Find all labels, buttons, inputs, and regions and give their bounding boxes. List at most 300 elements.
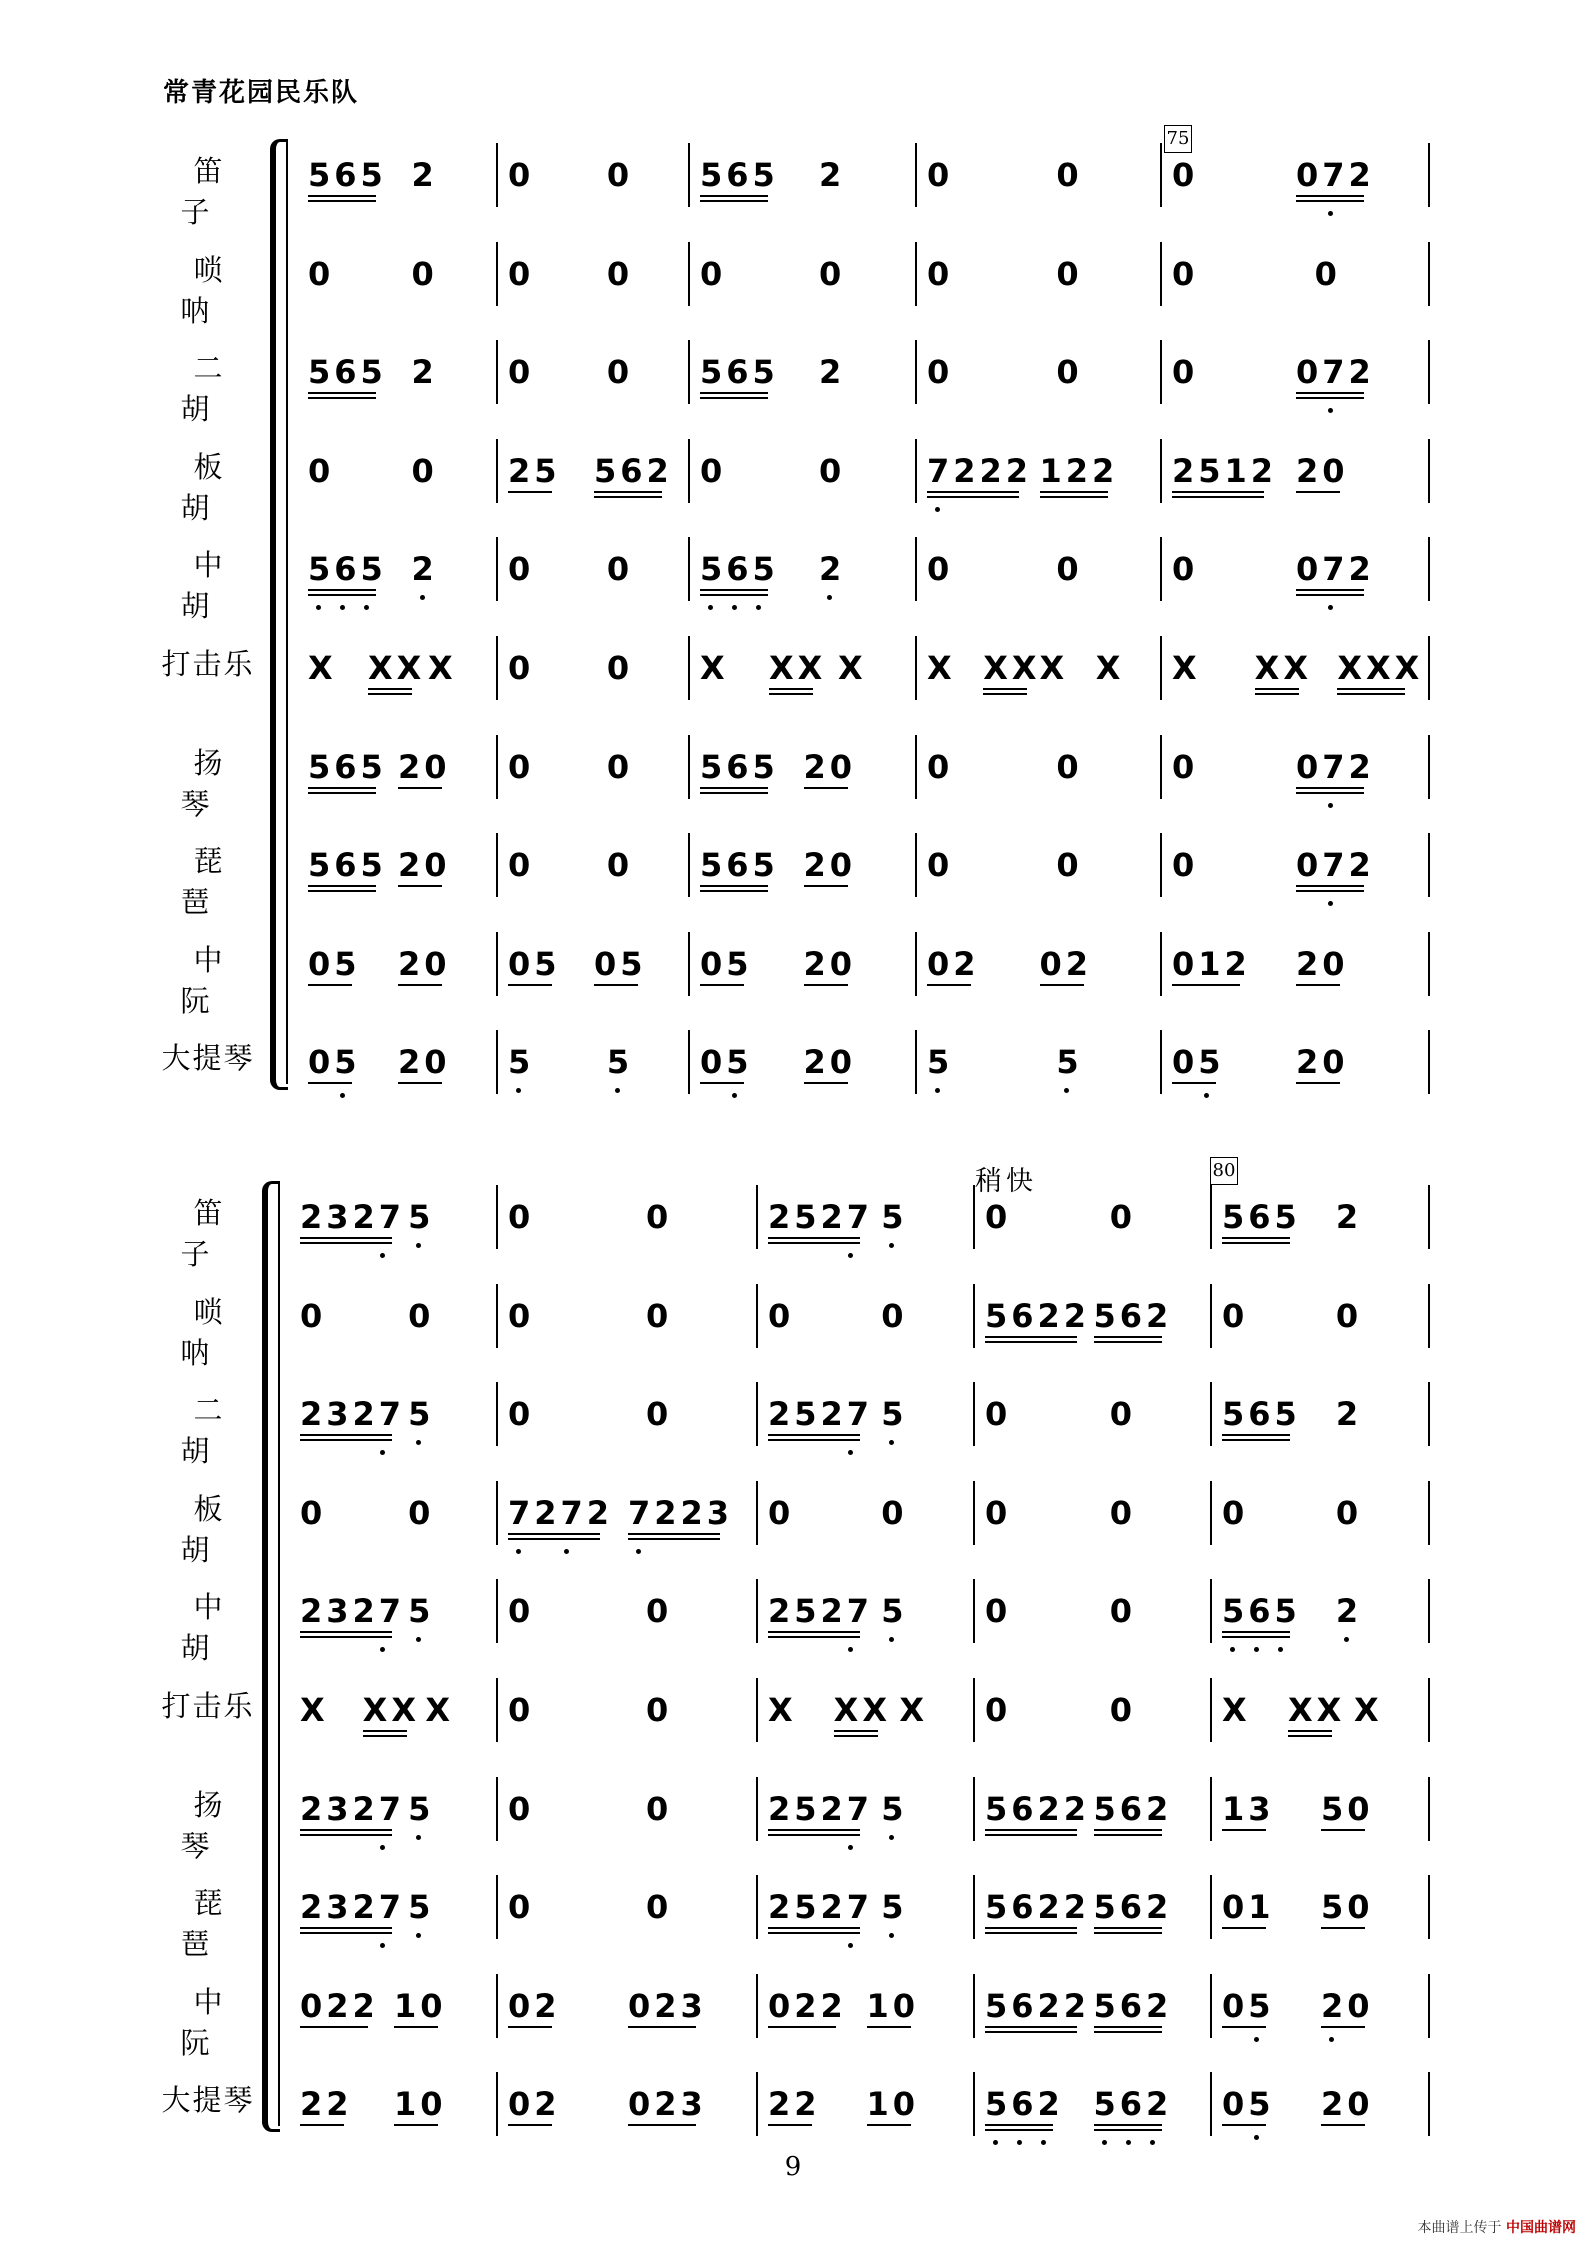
underline-beam (1321, 1927, 1365, 1929)
note-group: 22 (768, 2084, 816, 2124)
note-group: 20 (398, 944, 446, 984)
note-group: 5 (881, 1197, 905, 1237)
underline-beam (594, 496, 662, 498)
underline-beam (508, 984, 552, 986)
underline-beam (300, 1927, 392, 1929)
score-title: 常青花园民乐队 (163, 78, 360, 108)
note-group: 565 (308, 845, 380, 885)
system-start-line (278, 1181, 280, 2126)
underline-beam (768, 1439, 860, 1441)
bar-line (973, 1185, 975, 1249)
system-start-line (286, 139, 288, 1084)
note-group: X (1172, 649, 1201, 687)
note-group: 0 (508, 550, 535, 589)
underline-beam (594, 491, 662, 493)
bar-line (973, 1284, 975, 1348)
note-group: 50 (1321, 1887, 1369, 1927)
bar-line (1160, 242, 1162, 306)
bar-line (496, 1185, 498, 1249)
octave-dot-below (340, 605, 345, 610)
bar-line (973, 1579, 975, 1643)
note-group: 022 (300, 1986, 372, 2026)
bar-line (1160, 636, 1162, 700)
note-group: 0 (1222, 1296, 1249, 1335)
note-group: 2327 (300, 1394, 396, 1434)
underline-beam (1094, 1829, 1162, 1831)
underline-beam (700, 885, 768, 887)
note-group: 10 (867, 2084, 915, 2124)
bar-line (915, 636, 917, 700)
note-group: 012 (1172, 944, 1244, 984)
instrument-label: 唢呐 (180, 252, 249, 328)
note-group: 5622 (985, 1789, 1081, 1829)
note-group: X (1039, 649, 1069, 687)
note-group: X (1095, 649, 1125, 687)
octave-dot-below (416, 1243, 421, 1248)
note-group: X (425, 1691, 454, 1729)
note-group: 2527 (768, 1197, 864, 1237)
underline-beam (985, 2124, 1053, 2126)
note-group: 0 (606, 747, 634, 786)
note-group: 20 (1296, 1042, 1344, 1082)
note-group: 072 (1296, 549, 1368, 589)
note-group: 22 (300, 2084, 348, 2124)
underline-beam (308, 589, 376, 591)
underline-beam (1296, 792, 1364, 794)
note-group: 562 (985, 2084, 1057, 2124)
instrument-label: 扬琴 (180, 1787, 249, 1863)
note-group: 562 (594, 451, 666, 491)
note-group: 5 (607, 1042, 631, 1082)
note-group: 0 (927, 156, 954, 194)
note-group: 2527 (768, 1394, 864, 1434)
bar-line (1210, 1382, 1212, 1446)
underline-beam (1222, 1242, 1290, 1244)
octave-dot-below (935, 507, 940, 512)
octave-dot-below (848, 1845, 853, 1850)
note-group: 13 (1222, 1789, 1270, 1829)
underline-beam (628, 2124, 696, 2126)
underline-beam (1296, 890, 1364, 892)
note-group: X (899, 1691, 928, 1729)
note-group: 5 (881, 1887, 905, 1927)
underline-beam (1172, 496, 1264, 498)
bar-line (1428, 833, 1430, 897)
underline-beam (1094, 1834, 1162, 1836)
underline-beam (804, 885, 848, 887)
note-group: 0 (411, 254, 438, 293)
underline-beam (927, 496, 1019, 498)
note-group: 7272 (508, 1493, 604, 1533)
underline-beam (700, 1082, 744, 1084)
bar-line (496, 636, 498, 700)
note-group: 0 (508, 649, 535, 687)
bar-line (1428, 1284, 1430, 1348)
underline-beam (1296, 1082, 1340, 1084)
bar-line (496, 1382, 498, 1446)
note-group: 0 (646, 1198, 673, 1236)
underline-beam (700, 890, 768, 892)
note-group: 2 (819, 549, 843, 589)
underline-beam (768, 1927, 860, 1929)
note-group: 0 (508, 1592, 535, 1631)
bar-line (1428, 2072, 1430, 2136)
note-group: 0 (508, 846, 535, 885)
underline-beam (985, 1932, 1077, 1934)
underline-beam (1296, 984, 1340, 986)
note-group: 20 (1321, 2084, 1369, 2124)
note-group: 05 (1222, 2084, 1270, 2124)
note-group: XX (1288, 1690, 1336, 1730)
underline-beam (594, 984, 638, 986)
note-group: 0 (1109, 1691, 1137, 1729)
underline-beam (1222, 2026, 1266, 2028)
underline-beam (700, 787, 768, 789)
underline-beam (700, 594, 768, 596)
note-group: 10 (394, 1986, 442, 2026)
octave-dot-below (1328, 803, 1333, 808)
note-group: 565 (700, 549, 772, 589)
note-group: 0 (508, 1789, 535, 1828)
underline-beam (1094, 2129, 1162, 2131)
instrument-label: 二胡 (180, 1393, 249, 1469)
note-group: 0 (927, 846, 954, 885)
note-group: 2527 (768, 1591, 864, 1631)
note-group: 05 (1172, 1042, 1220, 1082)
underline-beam (1296, 195, 1364, 197)
note-group: 565 (308, 155, 380, 195)
bar-line (915, 143, 917, 207)
octave-dot-below (380, 1450, 385, 1455)
underline-beam (508, 491, 552, 493)
bar-line (1428, 1185, 1430, 1249)
note-group: 0 (881, 1493, 908, 1532)
underline-beam (985, 2026, 1077, 2028)
note-group: 50 (1321, 1789, 1369, 1829)
octave-dot-below (848, 1647, 853, 1652)
octave-dot-below (827, 595, 832, 600)
underline-beam (1222, 1927, 1266, 1929)
bar-line (1428, 1875, 1430, 1939)
note-group: 0 (646, 1592, 673, 1631)
note-group: 7222 (927, 451, 1023, 491)
underline-beam (308, 984, 352, 986)
underline-beam (1222, 1434, 1290, 1436)
note-group: 20 (1296, 451, 1344, 491)
note-group: 2327 (300, 1789, 396, 1829)
note-group: 565 (700, 747, 772, 787)
note-group: 0 (1172, 550, 1199, 589)
note-group: XX (363, 1690, 411, 1730)
bar-line (1210, 1875, 1212, 1939)
underline-beam (1040, 984, 1084, 986)
underline-beam (1172, 1082, 1216, 1084)
instrument-label: 板胡 (180, 1491, 249, 1567)
instrument-label: 琵琶 (180, 844, 249, 920)
note-group: X (1222, 1691, 1251, 1729)
note-group: 2327 (300, 1591, 396, 1631)
octave-dot-below (1041, 2140, 1046, 2145)
underline-beam (768, 1237, 860, 1239)
underline-beam (1288, 1730, 1332, 1732)
note-group: 0 (508, 353, 535, 392)
underline-beam (1094, 1932, 1162, 1934)
note-group: 0 (300, 1296, 327, 1335)
bar-line (1160, 340, 1162, 404)
bar-line (1428, 735, 1430, 799)
note-group: 0 (881, 1296, 908, 1335)
underline-beam (394, 2026, 438, 2028)
note-group: 0 (508, 156, 535, 194)
note-group: 0 (1172, 747, 1199, 786)
bar-line (973, 1382, 975, 1446)
instrument-label: 扬琴 (180, 745, 249, 821)
bar-line (1428, 1030, 1430, 1094)
bar-line (1428, 537, 1430, 601)
bar-line (496, 1284, 498, 1348)
note-group: 562 (1094, 1986, 1166, 2026)
bar-line (496, 340, 498, 404)
octave-dot-below (420, 595, 425, 600)
underline-beam (700, 984, 744, 986)
bar-line (496, 1579, 498, 1643)
note-group: 562 (1094, 2084, 1166, 2124)
underline-beam (1094, 1341, 1162, 1343)
octave-dot-below (1328, 211, 1333, 216)
note-group: 5 (1056, 1042, 1080, 1082)
underline-beam (368, 688, 412, 690)
note-group: 0 (1335, 1493, 1363, 1532)
note-group: 5 (508, 1042, 532, 1082)
underline-beam (768, 1829, 860, 1831)
underline-beam (300, 1242, 392, 1244)
underline-beam (1172, 491, 1264, 493)
note-group: 20 (398, 1042, 446, 1082)
note-group: 5622 (985, 1296, 1081, 1336)
note-group: 0 (1222, 1493, 1249, 1532)
note-group: 2 (1336, 1591, 1360, 1631)
note-group: 20 (804, 944, 852, 984)
underline-beam (1255, 688, 1299, 690)
underline-beam (769, 693, 813, 695)
note-group: 2 (819, 353, 846, 392)
note-group: 0 (308, 254, 335, 293)
underline-beam (308, 195, 376, 197)
note-group: 565 (1222, 1197, 1294, 1237)
bar-line (915, 833, 917, 897)
bar-line (496, 537, 498, 601)
note-group: 5 (881, 1789, 905, 1829)
note-group: 0 (985, 1691, 1012, 1729)
octave-dot-below (1102, 2140, 1107, 2145)
underline-beam (927, 491, 1019, 493)
note-group: 2 (819, 156, 846, 194)
note-group: 0 (700, 254, 727, 293)
underline-beam (308, 885, 376, 887)
bar-line (688, 143, 690, 207)
bar-line (756, 1777, 758, 1841)
bar-line (1160, 143, 1162, 207)
measure-number: 75 (1164, 125, 1192, 153)
octave-dot-below (1150, 2140, 1155, 2145)
note-group: 122 (1040, 451, 1112, 491)
note-group: X (308, 649, 337, 687)
bar-line (688, 537, 690, 601)
note-group: 2527 (768, 1887, 864, 1927)
bar-line (1210, 1579, 1212, 1643)
note-group: 0 (606, 353, 634, 392)
note-group: 7223 (628, 1493, 724, 1533)
underline-beam (834, 1735, 878, 1737)
note-group: 02 (508, 2084, 556, 2124)
bar-line (756, 1579, 758, 1643)
instrument-label: 二胡 (180, 351, 249, 427)
note-group: XX (769, 648, 817, 688)
octave-dot-below (516, 1549, 521, 1554)
note-group: 0 (927, 747, 954, 786)
note-group: 0 (646, 1296, 673, 1335)
instrument-label: 中阮 (180, 1984, 249, 2060)
underline-beam (398, 885, 442, 887)
bar-line (496, 242, 498, 306)
note-group: 2327 (300, 1197, 396, 1237)
underline-beam (1040, 496, 1108, 498)
underline-beam (1172, 984, 1240, 986)
note-group: 565 (700, 845, 772, 885)
note-group: 0 (1109, 1592, 1137, 1631)
underline-beam (769, 688, 813, 690)
note-group: 072 (1296, 155, 1368, 195)
bar-line (756, 1481, 758, 1545)
note-group: 565 (700, 352, 772, 392)
instrument-label: 笛子 (180, 1196, 249, 1271)
octave-dot-below (1328, 605, 1333, 610)
octave-dot-below (1230, 1647, 1235, 1652)
note-group: 05 (700, 944, 748, 984)
note-group: 023 (628, 1986, 700, 2026)
underline-beam (985, 1927, 1077, 1929)
note-group: 0 (1056, 747, 1083, 786)
note-group: 0 (927, 353, 954, 392)
underline-beam (628, 1538, 720, 1540)
note-group: 0 (300, 1493, 327, 1532)
note-group: 0 (819, 254, 846, 293)
bar-line (496, 439, 498, 503)
underline-beam (300, 1834, 392, 1836)
bar-line (688, 932, 690, 996)
note-group: 5 (408, 1591, 432, 1631)
underline-beam (985, 2129, 1053, 2131)
note-group: 2 (412, 549, 436, 589)
note-group: 023 (628, 2084, 700, 2124)
underline-beam (308, 787, 376, 789)
bar-line (1428, 242, 1430, 306)
note-group: 0 (1314, 254, 1341, 293)
note-group: 0 (411, 451, 438, 490)
underline-beam (1222, 1829, 1266, 1831)
bar-line (1210, 2072, 1212, 2136)
octave-dot-below (1064, 1088, 1069, 1093)
instrument-label: 打击乐 (161, 647, 255, 681)
note-group: XX (368, 648, 416, 688)
octave-dot-below (889, 1243, 894, 1248)
octave-dot-below (1204, 1093, 1209, 1098)
underline-beam (300, 1439, 392, 1441)
underline-beam (1222, 2124, 1266, 2126)
note-group: 2327 (300, 1887, 396, 1927)
bar-line (973, 1481, 975, 1545)
note-group: 565 (1222, 1394, 1294, 1434)
bar-line (688, 242, 690, 306)
bar-line (496, 2072, 498, 2136)
underline-beam (1321, 1829, 1365, 1831)
octave-dot-below (416, 1835, 421, 1840)
note-group: 0 (985, 1493, 1012, 1532)
bar-line (496, 1030, 498, 1094)
underline-beam (1094, 2124, 1162, 2126)
octave-dot-below (1329, 2037, 1334, 2042)
measure-number: 80 (1210, 1157, 1238, 1185)
octave-dot-below (380, 1647, 385, 1652)
footer-text: 本曲谱上传于 (1417, 2220, 1502, 2236)
underline-beam (1321, 2124, 1365, 2126)
bar-line (915, 932, 917, 996)
note-group: 072 (1296, 845, 1368, 885)
bar-line (1210, 1481, 1212, 1545)
underline-beam (308, 1082, 352, 1084)
note-group: 20 (398, 747, 446, 787)
octave-dot-below (732, 605, 737, 610)
octave-dot-below (340, 1093, 345, 1098)
underline-beam (1296, 589, 1364, 591)
octave-dot-below (756, 605, 761, 610)
note-group: 565 (1222, 1591, 1294, 1631)
bar-line (1428, 636, 1430, 700)
note-group: 20 (804, 845, 852, 885)
octave-dot-below (708, 605, 713, 610)
footer (1418, 2217, 1576, 2237)
bar-line (1428, 143, 1430, 207)
underline-beam (768, 2026, 836, 2028)
note-group: 0 (819, 451, 846, 490)
note-group: 0 (1335, 1296, 1363, 1335)
bar-line (496, 1481, 498, 1545)
underline-beam (300, 1631, 392, 1633)
note-group: 565 (308, 549, 380, 589)
underline-beam (768, 1932, 860, 1934)
note-group: 2512 (1172, 451, 1268, 491)
note-group: 0 (508, 254, 535, 293)
octave-dot-below (1254, 2037, 1259, 2042)
note-group: 0 (408, 1493, 435, 1532)
underline-beam (1040, 491, 1108, 493)
note-group: 0 (308, 451, 335, 490)
underline-beam (927, 984, 971, 986)
bar-line (973, 1875, 975, 1939)
bar-line (1428, 1678, 1430, 1742)
bar-line (915, 242, 917, 306)
note-group: 0 (606, 846, 634, 885)
note-group: 0 (985, 1395, 1012, 1434)
underline-beam (1094, 2026, 1162, 2028)
octave-dot-below (1254, 2135, 1259, 2140)
note-group: 25 (508, 451, 556, 491)
octave-dot-below (380, 1943, 385, 1948)
note-group: 2 (411, 156, 438, 194)
bar-line (915, 1030, 917, 1094)
note-group: 2527 (768, 1789, 864, 1829)
note-group: 0 (985, 1592, 1012, 1631)
